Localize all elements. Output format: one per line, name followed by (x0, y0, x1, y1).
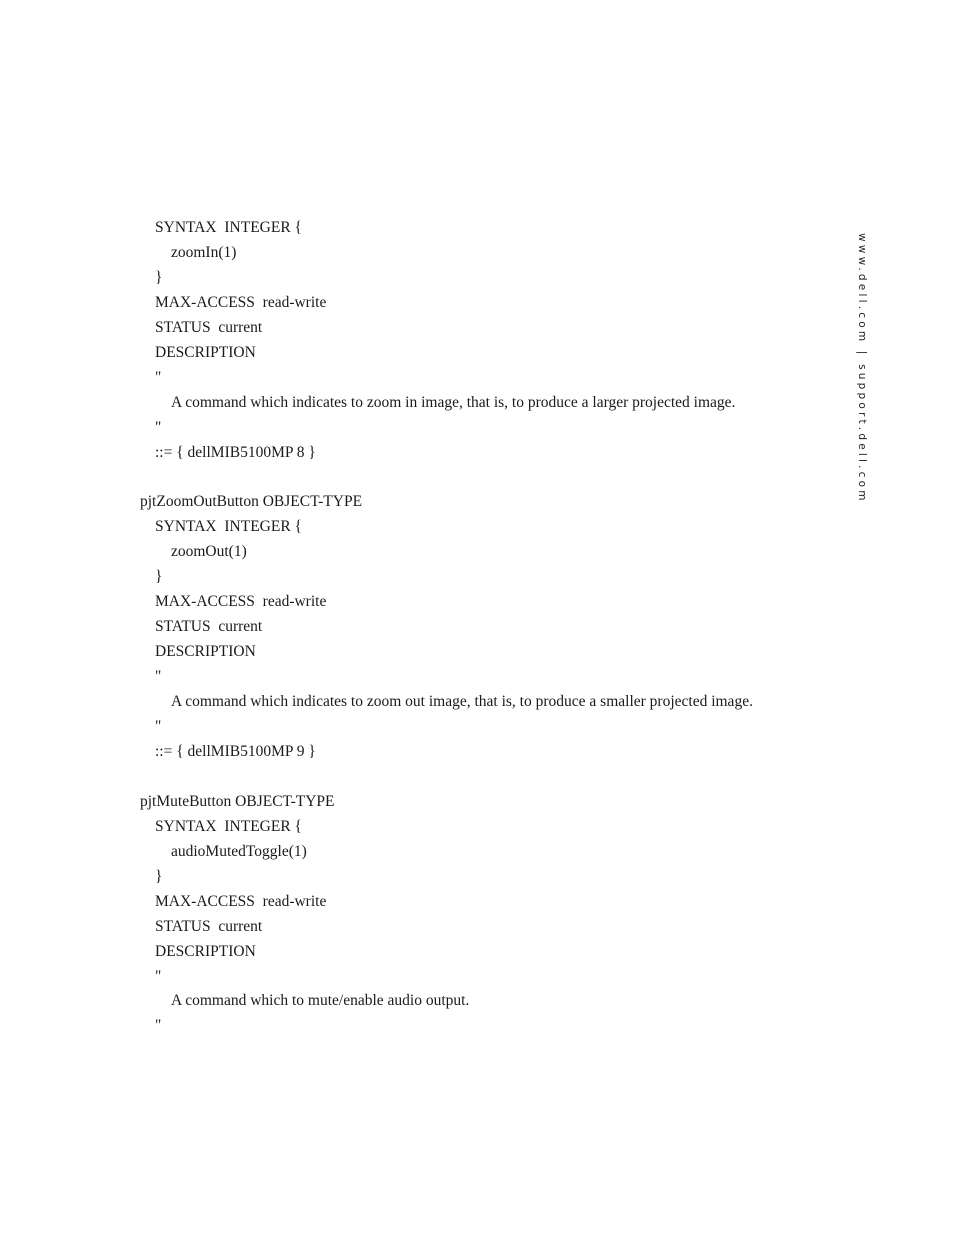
mib-line: " (155, 418, 162, 436)
mib-line: MAX-ACCESS read-write (155, 593, 327, 611)
mib-line: MAX-ACCESS read-write (155, 892, 327, 910)
mib-line: zoomIn(1) (171, 243, 237, 261)
mib-line: SYNTAX INTEGER { (155, 518, 302, 536)
object-type-heading: pjtMuteButton OBJECT-TYPE (140, 792, 335, 810)
mib-line: ::= { dellMIB5100MP 9 } (155, 742, 316, 760)
side-url-text: www.dell.com | support.dell.com (856, 233, 868, 504)
mib-line: " (155, 1017, 162, 1035)
mib-line: } (155, 568, 163, 586)
mib-line: } (155, 867, 163, 885)
mib-line: A command which indicates to zoom in image, that is, to produce a larger projected image. (171, 393, 736, 411)
object-type-heading: pjtZoomOutButton OBJECT-TYPE (140, 493, 363, 511)
mib-line: DESCRIPTION (155, 643, 256, 661)
mib-line: " (155, 967, 162, 985)
mib-line: MAX-ACCESS read-write (155, 293, 327, 311)
mib-line: STATUS current (155, 618, 263, 636)
mib-line: } (155, 268, 163, 286)
mib-line: zoomOut(1) (171, 543, 247, 561)
mib-line: DESCRIPTION (155, 942, 256, 960)
mib-line: " (155, 668, 162, 686)
mib-line: SYNTAX INTEGER { (155, 817, 302, 835)
mib-line: A command which to mute/enable audio output. (171, 992, 470, 1010)
mib-line: STATUS current (155, 318, 263, 336)
mib-line: " (155, 718, 162, 735)
mib-line: " (155, 368, 162, 386)
mib-line: SYNTAX INTEGER { (155, 219, 302, 236)
mib-line: A command which indicates to zoom out image, that is, to produce a smaller projected image. (171, 693, 753, 711)
mib-line: ::= { dellMIB5100MP 8 } (155, 443, 316, 461)
mib-line: STATUS current (155, 917, 263, 935)
mib-line: audioMutedToggle(1) (171, 842, 307, 860)
mib-line: DESCRIPTION (155, 343, 256, 361)
